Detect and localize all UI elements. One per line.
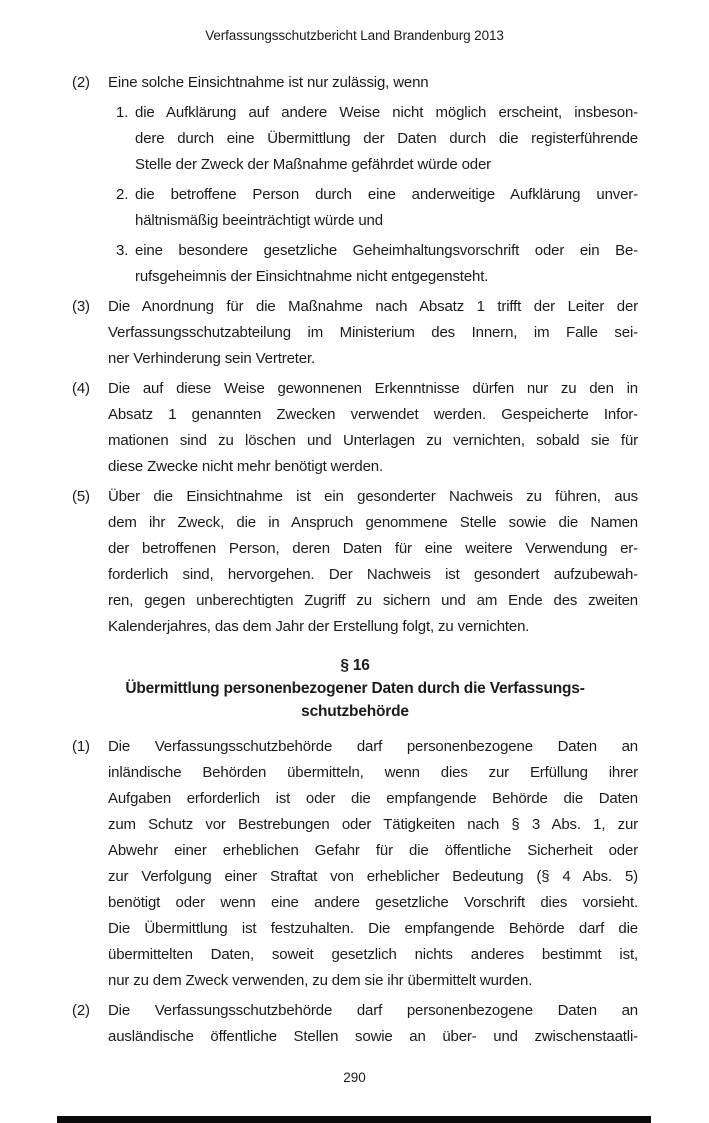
paragraph-text [135,238,638,290]
text-line: ner Verhinderung sein Vertreter. [108,350,316,367]
paragraph-text [108,376,638,480]
text-line: rufsgeheimnis der Einsichtnahme nicht entgegensteht. [135,268,489,285]
paragraph-text [135,100,638,178]
text-line: forderlich sind, hervorgehen. Der Nachweis ist gesondert aufzubewah- [108,566,638,583]
paragraph-text [108,484,638,640]
text-line: inländische Behörden übermitteln, wenn dies zur Erfüllung ihrer [108,764,638,781]
paragraph-number: (4) [72,380,90,397]
list-item [72,100,638,178]
text-line: Die Verfassungsschutzbehörde darf personenbezogene Daten an [108,1002,638,1019]
text-line: dere durch eine Übermittlung der Daten durch die registerführende [135,130,638,147]
text-line: hältnismäßig beeinträchtigt würde und [135,212,383,229]
text-line: ausländische öffentliche Stellen sowie an über- und zwischenstaatli- [108,1028,638,1045]
paragraph [72,294,638,372]
text-line: Aufgaben erforderlich ist oder die empfangende Behörde die Daten [108,790,638,807]
paragraph [72,376,638,480]
paragraph [72,484,638,640]
section-title-line: schutzbehörde [301,703,409,720]
text-line: benötigt oder wenn eine andere gesetzliche Vorschrift dies vorsieht. [108,894,638,911]
section-title-line: Übermittlung personenbezogener Daten durch die Verfassungs- [125,680,585,697]
list-item-number: 3. [116,242,129,259]
paragraph-number: (1) [72,738,90,755]
text-line: Stelle der Zweck der Maßnahme gefährdet würde oder [135,156,492,173]
paragraph-text [135,182,638,234]
running-header: Verfassungsschutzbericht Land Brandenburg 2013 [205,28,504,43]
text-line: Die Anordnung für die Maßnahme nach Absatz 1 trifft der Leiter der [108,298,638,315]
text-line: eine besondere gesetzliche Geheimhaltungsvorschrift oder ein Be- [135,242,638,259]
section-number: § 16 [340,657,370,674]
document-body [72,70,638,1054]
paragraph-text [108,70,638,96]
paragraph [72,734,638,994]
text-line: Eine solche Einsichtnahme ist nur zulässig, wenn [108,74,429,91]
paragraph-number: (3) [72,298,90,315]
scan-page-edge [57,1116,651,1123]
list-item [72,238,638,290]
list-item [72,182,638,234]
paragraph-number: (5) [72,488,90,505]
text-line: nur zu dem Zweck verwenden, zu dem sie ihr übermittelt wurden. [108,972,533,989]
section-heading [72,654,638,723]
paragraph-number: (2) [72,1002,90,1019]
list-item-number: 2. [116,186,129,203]
paragraph [72,998,638,1050]
paragraph-text [108,294,638,372]
text-line: Die Übermittlung ist festzuhalten. Die empfangende Behörde darf die [108,920,638,937]
text-line: Die Verfassungsschutzbehörde darf personenbezogene Daten an [108,738,638,755]
list-item-number: 1. [116,104,129,121]
text-line: zur Verfolgung einer Straftat von erheblicher Bedeutung (§ 4 Abs. 5) [108,868,638,885]
text-line: Kalenderjahres, das dem Jahr der Erstellung folgt, zu vernichten. [108,618,530,635]
text-line: mationen sind zu löschen und Unterlagen zu vernichten, sobald sie für [108,432,638,449]
text-line: der betroffenen Person, deren Daten für eine weitere Verwendung er- [108,540,638,557]
paragraph [72,70,638,96]
text-line: die Aufklärung auf andere Weise nicht möglich erscheint, insbeson- [135,104,638,121]
text-line: dem ihr Zweck, die in Anspruch genommene Stelle sowie die Namen [108,514,638,531]
text-line: zum Schutz vor Bestrebungen oder Tätigkeiten nach § 3 Abs. 1, zur [108,816,638,833]
text-line: übermittelten Daten, soweit gesetzlich nichts anderes bestimmt ist, [108,946,638,963]
paragraph-text [108,998,638,1050]
text-line: Über die Einsichtnahme ist ein gesonderter Nachweis zu führen, aus [108,488,638,505]
text-line: diese Zwecke nicht mehr benötigt werden. [108,458,383,475]
text-line: ren, gegen unberechtigten Zugriff zu sichern und am Ende des zweiten [108,592,638,609]
text-line: Verfassungsschutzabteilung im Ministerium des Innern, im Falle sei- [108,324,638,341]
text-line: Absatz 1 genannten Zwecken verwendet werden. Gespeicherte Infor- [108,406,638,423]
page-number: 290 [343,1070,366,1085]
paragraph-text [108,734,638,994]
text-line: Abwehr einer erheblichen Gefahr für die öffentliche Sicherheit oder [108,842,638,859]
text-line: Die auf diese Weise gewonnenen Erkenntnisse dürfen nur zu den in [108,380,638,397]
text-line: die betroffene Person durch eine anderweitige Aufklärung unver- [135,186,638,203]
paragraph-number: (2) [72,74,90,91]
